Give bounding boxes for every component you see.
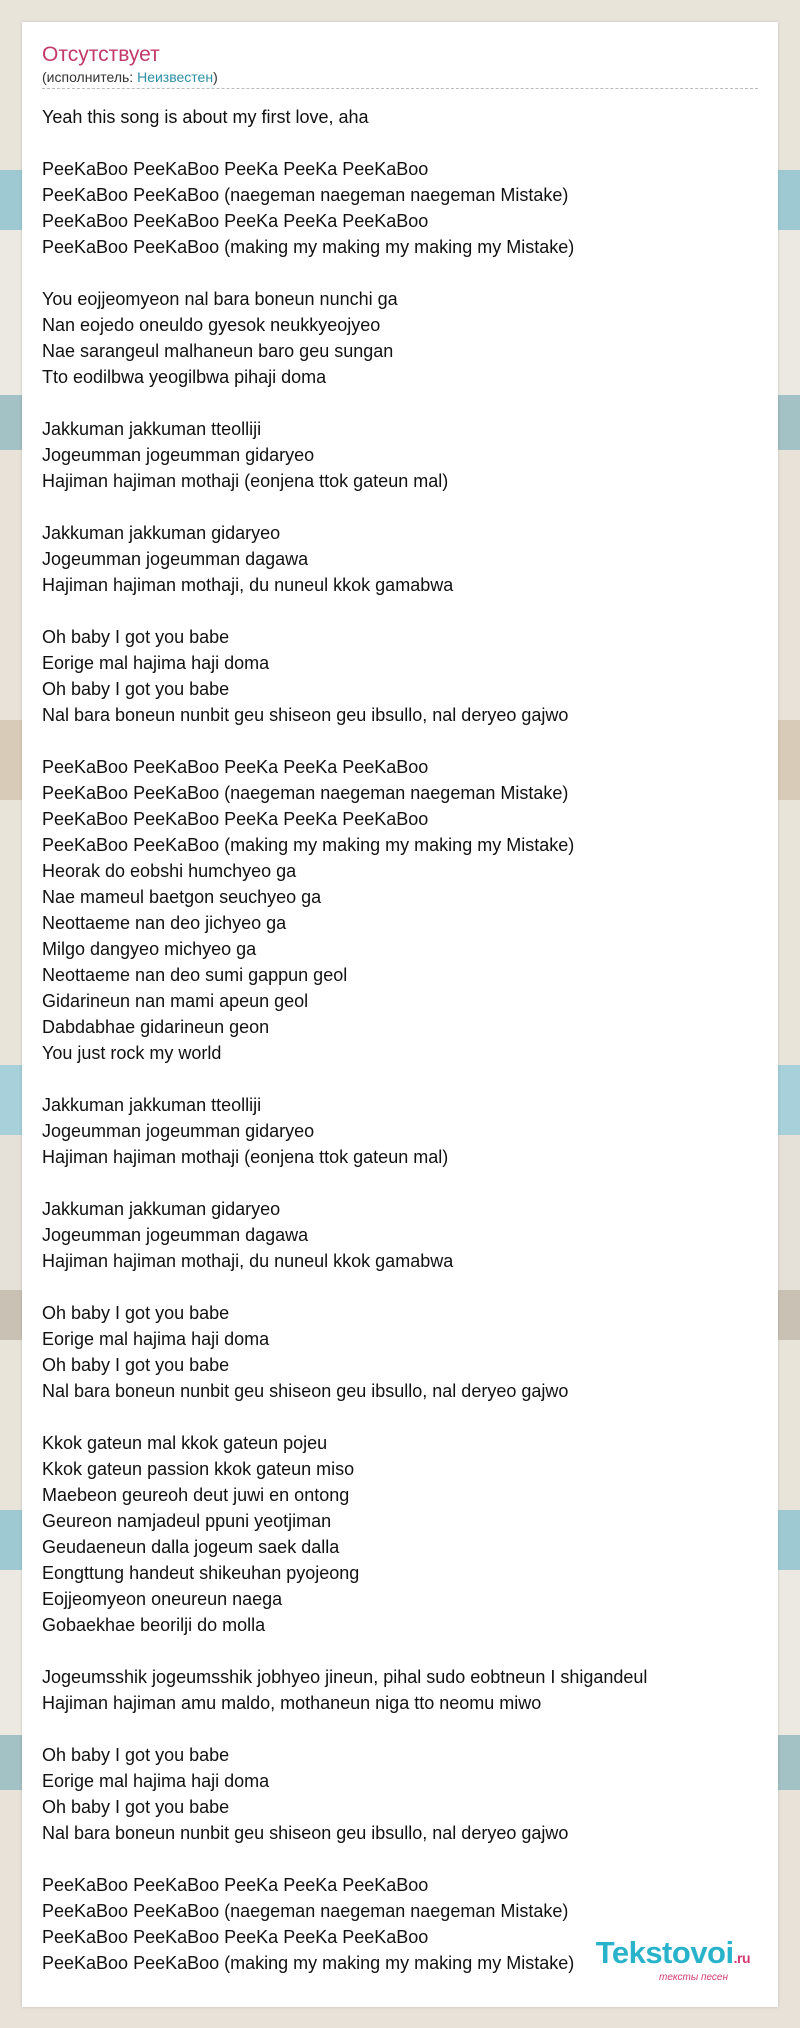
lyric-line: Hajiman hajiman mothaji, du nuneul kkok gamabwa: [42, 575, 454, 595]
lyric-line: Hajiman hajiman amu maldo, mothaneun niga tto neomu miwo: [42, 1693, 542, 1713]
lyric-line: Gobaekhae beorilji do molla: [42, 1615, 266, 1635]
artist-line: [42, 68, 758, 89]
lyric-line: Eongttung handeut shikeuhan pyojeong: [42, 1563, 360, 1583]
lyrics-stanza: [42, 156, 762, 260]
lyrics-stanza: [42, 286, 762, 390]
lyrics-stanza: [42, 624, 762, 728]
lyric-line: PeeKaBoo PeeKaBoo PeeKa PeeKa PeeKaBoo: [42, 1927, 429, 1947]
lyric-line: Yeah this song is about my first love, aha: [42, 107, 369, 127]
lyric-line: Maebeon geureoh deut juwi en ontong: [42, 1485, 350, 1505]
lyric-line: Eorige mal hajima haji doma: [42, 1771, 270, 1791]
lyrics-body: [42, 104, 762, 2002]
lyric-line: Nae sarangeul malhaneun baro geu sungan: [42, 341, 394, 361]
lyric-line: Hajiman hajiman mothaji (eonjena ttok gateun mal): [42, 1147, 449, 1167]
artist-prefix: (исполнитель:: [42, 69, 138, 85]
lyric-line: Eorige mal hajima haji doma: [42, 653, 270, 673]
lyrics-stanza: [42, 1092, 762, 1170]
lyric-line: PeeKaBoo PeeKaBoo (making my making my making my Mistake): [42, 1953, 575, 1973]
lyric-line: You eojjeomyeon nal bara boneun nunchi ga: [42, 289, 398, 309]
lyrics-stanza: [42, 754, 762, 1066]
lyrics-stanza: [42, 416, 762, 494]
lyric-line: Jakkuman jakkuman gidaryeo: [42, 523, 281, 543]
lyrics-stanza: [42, 1300, 762, 1404]
lyric-line: Nal bara boneun nunbit geu shiseon geu ibsullo, nal deryeo gajwo: [42, 705, 569, 725]
lyric-line: Nal bara boneun nunbit geu shiseon geu ibsullo, nal deryeo gajwo: [42, 1381, 569, 1401]
lyric-line: Jakkuman jakkuman tteolliji: [42, 1095, 262, 1115]
lyric-line: PeeKaBoo PeeKaBoo (making my making my making my Mistake): [42, 835, 575, 855]
page-title: Отсутствует: [42, 43, 160, 66]
lyric-line: Nal bara boneun nunbit geu shiseon geu ibsullo, nal deryeo gajwo: [42, 1823, 569, 1843]
lyrics-stanza: [42, 1742, 762, 1846]
site-logo[interactable]: [595, 1935, 750, 1983]
lyric-line: Neottaeme nan deo sumi gappun geol: [42, 965, 348, 985]
lyric-line: Jogeumsshik jogeumsshik jobhyeo jineun, pihal sudo eobtneun I shigandeul: [42, 1667, 648, 1687]
lyric-line: Eorige mal hajima haji doma: [42, 1329, 270, 1349]
lyrics-stanza: [42, 1430, 762, 1638]
logo-tagline: тексты песен: [659, 1972, 728, 1983]
lyric-line: Eojjeomyeon oneureun naega: [42, 1589, 283, 1609]
lyric-line: Kkok gateun passion kkok gateun miso: [42, 1459, 355, 1479]
lyric-line: Oh baby I got you babe: [42, 1355, 230, 1375]
lyric-line: Oh baby I got you babe: [42, 627, 230, 647]
lyric-line: PeeKaBoo PeeKaBoo (making my making my making my Mistake): [42, 237, 575, 257]
lyric-line: Heorak do eobshi humchyeo ga: [42, 861, 297, 881]
lyrics-stanza: [42, 104, 762, 130]
lyric-line: Jogeumman jogeumman dagawa: [42, 549, 309, 569]
lyric-line: PeeKaBoo PeeKaBoo (naegeman naegeman naegeman Mistake): [42, 783, 569, 803]
lyric-line: Geureon namjadeul ppuni yeotjiman: [42, 1511, 332, 1531]
lyric-line: Hajiman hajiman mothaji, du nuneul kkok gamabwa: [42, 1251, 454, 1271]
artist-link[interactable]: Неизвестен: [137, 69, 214, 85]
lyric-line: Jogeumman jogeumman gidaryeo: [42, 1121, 315, 1141]
logo-name: Tekstovoi: [595, 1935, 734, 1970]
lyric-line: PeeKaBoo PeeKaBoo PeeKa PeeKa PeeKaBoo: [42, 159, 429, 179]
lyric-line: PeeKaBoo PeeKaBoo PeeKa PeeKa PeeKaBoo: [42, 809, 429, 829]
lyrics-card: [22, 22, 778, 2007]
lyric-line: Dabdabhae gidarineun geon: [42, 1017, 270, 1037]
lyric-line: PeeKaBoo PeeKaBoo (naegeman naegeman naegeman Mistake): [42, 1901, 569, 1921]
lyric-line: You just rock my world: [42, 1043, 222, 1063]
artist-suffix: ): [213, 69, 218, 85]
lyric-line: PeeKaBoo PeeKaBoo PeeKa PeeKa PeeKaBoo: [42, 211, 429, 231]
lyric-line: Jogeumman jogeumman gidaryeo: [42, 445, 315, 465]
lyric-line: Gidarineun nan mami apeun geol: [42, 991, 309, 1011]
lyric-line: Oh baby I got you babe: [42, 1303, 230, 1323]
lyrics-stanza: [42, 1196, 762, 1274]
lyric-line: Nae mameul baetgon seuchyeo ga: [42, 887, 322, 907]
logo-tld: .ru: [733, 1950, 750, 1966]
lyric-line: Neottaeme nan deo jichyeo ga: [42, 913, 287, 933]
lyrics-stanza: [42, 520, 762, 598]
lyric-line: Oh baby I got you babe: [42, 1745, 230, 1765]
lyric-line: Geudaeneun dalla jogeum saek dalla: [42, 1537, 340, 1557]
lyric-line: Tto eodilbwa yeogilbwa pihaji doma: [42, 367, 327, 387]
lyric-line: Hajiman hajiman mothaji (eonjena ttok gateun mal): [42, 471, 449, 491]
lyric-line: Oh baby I got you babe: [42, 679, 230, 699]
lyric-line: Oh baby I got you babe: [42, 1797, 230, 1817]
song-header: [42, 42, 758, 89]
lyric-line: Jakkuman jakkuman tteolliji: [42, 419, 262, 439]
lyric-line: Nan eojedo oneuldo gyesok neukkyeojyeo: [42, 315, 381, 335]
lyric-line: Milgo dangyeo michyeo ga: [42, 939, 257, 959]
lyric-line: Kkok gateun mal kkok gateun pojeu: [42, 1433, 328, 1453]
lyrics-stanza: [42, 1664, 762, 1716]
lyric-line: Jogeumman jogeumman dagawa: [42, 1225, 309, 1245]
lyric-line: PeeKaBoo PeeKaBoo (naegeman naegeman naegeman Mistake): [42, 185, 569, 205]
lyric-line: Jakkuman jakkuman gidaryeo: [42, 1199, 281, 1219]
lyric-line: PeeKaBoo PeeKaBoo PeeKa PeeKa PeeKaBoo: [42, 1875, 429, 1895]
lyric-line: PeeKaBoo PeeKaBoo PeeKa PeeKa PeeKaBoo: [42, 757, 429, 777]
